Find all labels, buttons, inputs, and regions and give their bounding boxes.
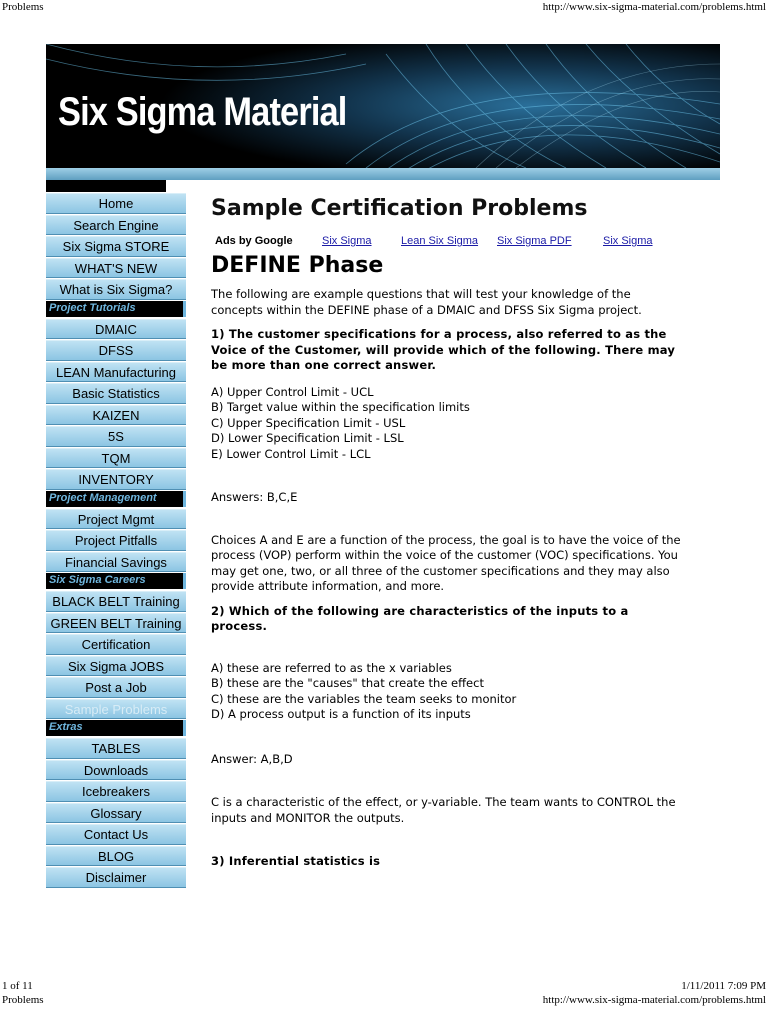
nav-item-jobs[interactable]: Six Sigma JOBS: [46, 656, 186, 677]
nav-item-sample-problems[interactable]: Sample Problems: [46, 699, 186, 720]
site-logo-text: Six Sigma Material: [58, 90, 347, 134]
main-content: [211, 196, 681, 870]
nav-item-disclaimer[interactable]: Disclaimer: [46, 867, 186, 888]
nav-item-project-pitfalls[interactable]: Project Pitfalls: [46, 530, 186, 551]
question-2: 2) Which of the following are characteristics of the inputs to a process.: [211, 603, 629, 633]
nav-item-kaizen[interactable]: KAIZEN: [46, 405, 186, 426]
nav-item-tables[interactable]: TABLES: [46, 738, 186, 759]
question-1: 1) The customer specifications for a process, also referred to as the Voice of the Customer, will provide which of the following. There may be more than one correct answer.: [211, 327, 676, 372]
option-item: C) Upper Specification Limit - USL: [211, 415, 406, 430]
option-item: B) Target value within the specification limits: [211, 400, 470, 414]
nav-item-certification[interactable]: Certification: [46, 634, 186, 655]
sidebar-nav: [46, 193, 186, 889]
nav-item-what-is-six-sigma[interactable]: What is Six Sigma?: [46, 279, 186, 300]
nav-item-dfss[interactable]: DFSS: [46, 340, 186, 361]
option-item: A) Upper Control Limit - UCL: [211, 384, 374, 399]
nav-item-icebreakers[interactable]: Icebreakers: [46, 781, 186, 802]
nav-item-store[interactable]: Six Sigma STORE: [46, 236, 186, 257]
print-header-title: Problems: [2, 1, 44, 13]
nav-section-management: Project Management: [46, 491, 186, 507]
print-footer-datetime: 1/11/2011 7:09 PM: [681, 980, 766, 992]
question-1-answer: Answers: B,C,E: [211, 490, 298, 504]
question-2-explanation: C is a characteristic of the effect, or y-variable. The team wants to CONTROL the inputs and MONITOR the outputs.: [211, 795, 676, 825]
nav-section-tutorials: Project Tutorials: [46, 301, 186, 317]
site-banner: [46, 44, 720, 180]
question-2-options: [211, 661, 681, 723]
option-item: A) these are referred to as the x variables: [211, 660, 452, 675]
nav-item-glossary[interactable]: Glossary: [46, 803, 186, 824]
option-item: D) A process output is a function of its inputs: [211, 707, 471, 721]
nav-section-careers: Six Sigma Careers: [46, 573, 186, 589]
nav-item-black-belt[interactable]: BLACK BELT Training: [46, 591, 186, 612]
nav-item-dmaic[interactable]: DMAIC: [46, 319, 186, 340]
banner-tab: [46, 180, 166, 192]
ad-link[interactable]: Six Sigma: [603, 235, 653, 247]
nav-item-tqm[interactable]: TQM: [46, 448, 186, 469]
nav-item-home[interactable]: Home: [46, 193, 186, 214]
question-1-explanation: Choices A and E are a function of the process, the goal is to have the voice of the process (VOP) perform within the voice of the customer (VOC) specifications. You may get one, two, or all three of the customer specifications and they may also provide attribute information, and more.: [211, 532, 681, 593]
ads-row: [211, 233, 681, 251]
ad-link[interactable]: Six Sigma: [322, 235, 372, 247]
intro-paragraph: The following are example questions that will test your knowledge of the concepts within the DEFINE phase of a DMAIC and DFSS Six Sigma project.: [211, 287, 642, 317]
nav-item-downloads[interactable]: Downloads: [46, 760, 186, 781]
nav-item-post-job[interactable]: Post a Job: [46, 677, 186, 698]
print-footer-url: http://www.six-sigma-material.com/problems.html: [542, 994, 766, 1006]
nav-item-blog[interactable]: BLOG: [46, 846, 186, 867]
nav-item-5s[interactable]: 5S: [46, 426, 186, 447]
nav-item-contact-us[interactable]: Contact Us: [46, 824, 186, 845]
nav-item-financial-savings[interactable]: Financial Savings: [46, 552, 186, 573]
ad-link[interactable]: Lean Six Sigma: [401, 235, 479, 247]
page-title: Sample Certification Problems: [211, 196, 588, 221]
ads-label: Ads by Google: [215, 235, 293, 247]
phase-title: DEFINE Phase: [211, 253, 384, 278]
question-3: 3) Inferential statistics is: [211, 854, 381, 868]
nav-section-extras: Extras: [46, 720, 186, 736]
question-2-answer: Answer: A,B,D: [211, 751, 293, 766]
nav-item-lean[interactable]: LEAN Manufacturing: [46, 362, 186, 383]
banner-stripe: [46, 168, 720, 180]
print-footer-page: 1 of 11: [2, 980, 33, 992]
nav-item-green-belt[interactable]: GREEN BELT Training: [46, 613, 186, 634]
option-item: D) Lower Specification Limit - LSL: [211, 431, 404, 445]
option-item: C) these are the variables the team seeks to monitor: [211, 691, 517, 706]
nav-item-project-mgmt[interactable]: Project Mgmt: [46, 509, 186, 530]
question-1-options: [211, 385, 681, 463]
nav-item-search-engine[interactable]: Search Engine: [46, 215, 186, 236]
nav-item-inventory[interactable]: INVENTORY: [46, 469, 186, 490]
option-item: E) Lower Control Limit - LCL: [211, 446, 371, 461]
nav-item-basic-statistics[interactable]: Basic Statistics: [46, 383, 186, 404]
nav-item-whats-new[interactable]: WHAT'S NEW: [46, 258, 186, 279]
option-item: B) these are the "causes" that create the effect: [211, 676, 484, 690]
print-footer-title: Problems: [2, 994, 44, 1006]
ad-link[interactable]: Six Sigma PDF: [497, 235, 572, 247]
print-header-url: http://www.six-sigma-material.com/problems.html: [542, 1, 766, 13]
